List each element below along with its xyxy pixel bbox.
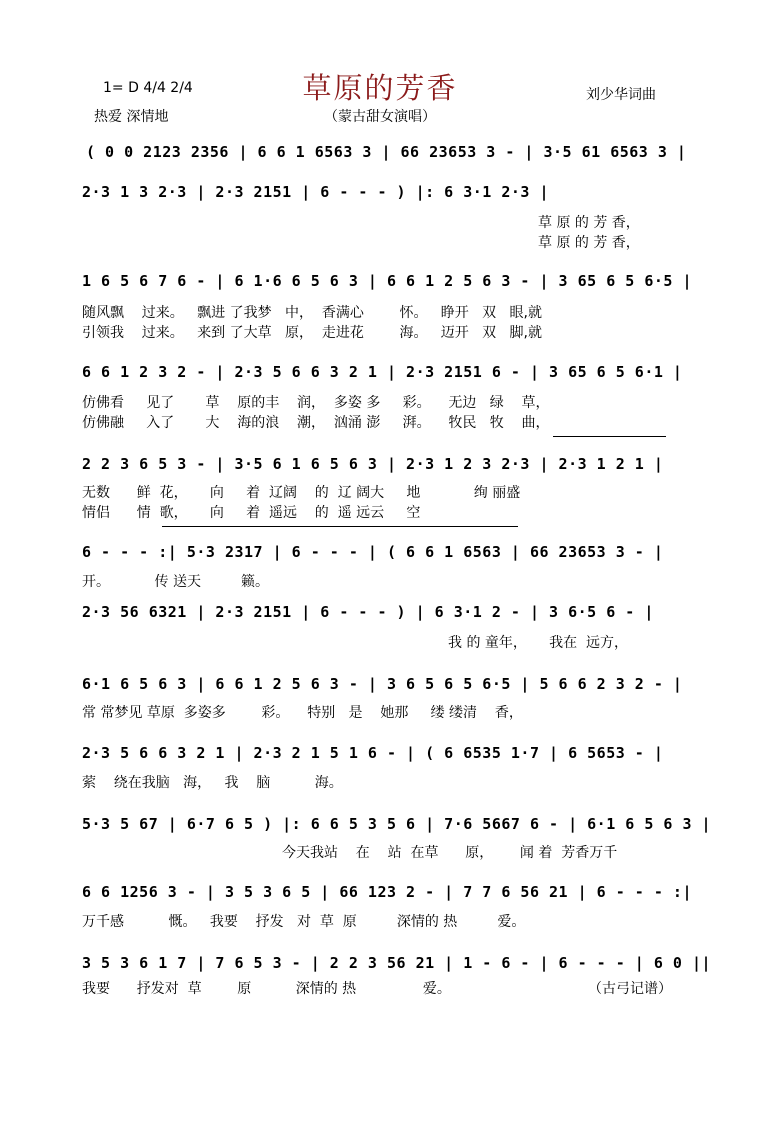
song-subtitle: （蒙古甜女演唱） bbox=[324, 109, 436, 125]
music-line-6: 6 - - - :| 5·3 2317 | 6 - - - | ( 6 6 1 6563 | 66 23653 3 - | bbox=[82, 543, 664, 561]
music-line-4: 6 6 1 2 3 2 - | 2·3 5 6 6 3 2 1 | 2·3 2151 6 - | 3 65 6 5 6·1 | bbox=[82, 363, 683, 381]
lyric-line: 随风飘 过来。 飘进 了我梦 中， 香满心 怀。 睁开 双 眼,就 bbox=[82, 305, 542, 321]
lyric-line: 草 原 的 芳 香， bbox=[538, 235, 640, 251]
lyric-line: 引领我 过来。 来到 了大草 原， 走进花 海。 迈开 双 脚,就 bbox=[82, 325, 542, 341]
volta-2 bbox=[162, 526, 518, 527]
tempo-marking: 热爱 深情地 bbox=[94, 109, 169, 125]
music-line-1: ( 0 0 2123 2356 | 6 6 1 6563 3 | 66 23653 3 - | 3·5 61 6563 3 | bbox=[86, 143, 687, 161]
lyric-line: 萦 绕在我脑 海， 我 脑 海。 bbox=[82, 775, 343, 791]
lyric-line: 今天我站 在 站 在草 原， 闻 着 芳香万千 bbox=[282, 845, 618, 861]
lyric-line: 万千感 慨。 我要 抒发 对 草 原 深情的 热 爱。 bbox=[82, 914, 526, 930]
lyric-line: 无数 鲜 花， 向 着 辽阔 的 辽 阔大 地 绚 丽盛 bbox=[82, 485, 521, 501]
lyric-line: 我要 抒发对 草 原 深情的 热 爱。 bbox=[82, 981, 451, 997]
music-line-12: 3 5 3 6 1 7 | 7 6 5 3 - | 2 2 3 56 21 | 1 - 6 - | 6 - - - | 6 0 || bbox=[82, 954, 712, 972]
music-line-11: 6 6 1256 3 - | 3 5 3 6 5 | 66 123 2 - | 7 7 6 56 21 | 6 - - - :| bbox=[82, 883, 692, 901]
music-line-7: 2·3 56 6321 | 2·3 2151 | 6 - - - ) | 6 3·1 2 - | 3 6·5 6 - | bbox=[82, 603, 654, 621]
lyric-line: 仿佛融 入了 大 海的浪 潮， 汹涌 澎 湃。 牧民 牧 曲， bbox=[82, 415, 550, 431]
key-signature: 1= D 4/4 2/4 bbox=[103, 80, 193, 96]
music-line-9: 2·3 5 6 6 3 2 1 | 2·3 2 1 5 1 6 - | ( 6 6535 1·7 | 6 5653 - | bbox=[82, 744, 664, 762]
music-line-10: 5·3 5 67 | 6·7 6 5 ) |: 6 6 5 3 5 6 | 7·6 5667 6 - | 6·1 6 5 6 3 | bbox=[82, 815, 712, 833]
music-line-2: 2·3 1 3 2·3 | 2·3 2151 | 6 - - - ) |: 6 3·1 2·3 | bbox=[82, 183, 550, 201]
music-line-3: 1 6 5 6 7 6 - | 6 1·6 6 5 6 3 | 6 6 1 2 5 6 3 - | 3 65 6 5 6·5 | bbox=[82, 272, 692, 290]
lyric-line: 仿佛看 见了 草 原的丰 润， 多姿 多 彩。 无边 绿 草， bbox=[82, 395, 550, 411]
lyric-line: 草 原 的 芳 香， bbox=[538, 215, 640, 231]
transcriber-credit: （古弓记谱） bbox=[588, 981, 672, 997]
music-line-5: 2 2 3 6 5 3 - | 3·5 6 1 6 5 6 3 | 2·3 1 2 3 2·3 | 2·3 1 2 1 | bbox=[82, 455, 664, 473]
volta-1 bbox=[553, 436, 666, 437]
lyric-line: 情侣 情 歌， 向 着 遥远 的 遥 远云 空 bbox=[82, 505, 421, 521]
music-line-8: 6·1 6 5 6 3 | 6 6 1 2 5 6 3 - | 3 6 5 6 5 6·5 | 5 6 6 2 3 2 - | bbox=[82, 675, 683, 693]
song-title: 草原的芳香 bbox=[302, 71, 458, 105]
lyric-line: 我 的 童年， 我在 远方， bbox=[448, 635, 629, 651]
lyric-line: 开。 传 送天 籁。 bbox=[82, 574, 270, 590]
composer-credit: 刘少华词曲 bbox=[586, 87, 656, 103]
lyric-line: 常 常梦见 草原 多姿多 彩。 特别 是 她那 缕 缕清 香， bbox=[82, 705, 523, 721]
